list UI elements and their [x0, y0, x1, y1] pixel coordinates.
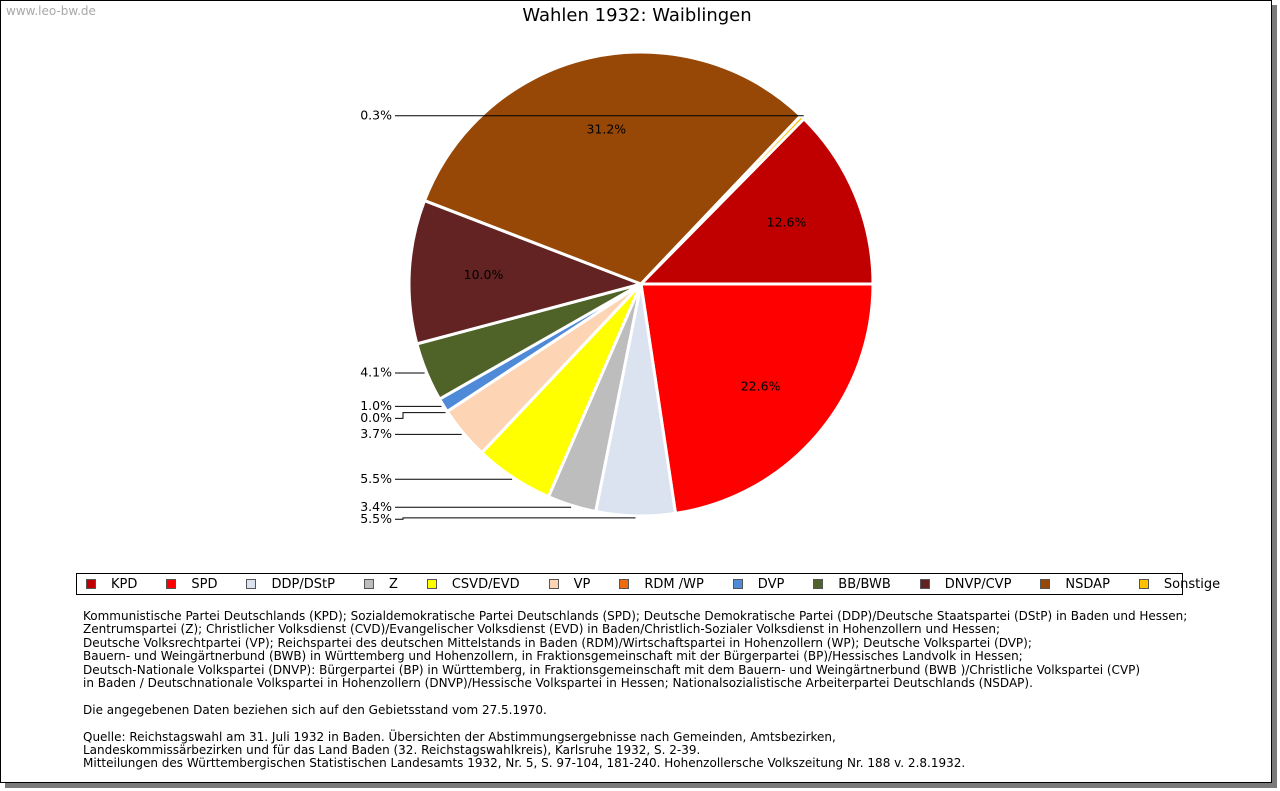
legend-item	[1139, 577, 1220, 592]
pie-data-label: 0.3%	[360, 107, 392, 123]
legend-item	[1040, 577, 1110, 592]
legend-item	[166, 577, 217, 592]
legend-swatch	[86, 579, 96, 589]
party-note-line: Kommunistische Partei Deutschlands (KPD); Sozialdemokratische Partei Deutschlands (SPD); Deutsche Demokratische Partei (DDP)/Deutsche Staatspartei (DStP) in Baden und Hessen;	[83, 609, 1188, 623]
pie-data-label: 5.5%	[360, 510, 392, 526]
party-notes	[83, 610, 1243, 690]
legend-label: KPD	[111, 576, 138, 592]
pie-leader-line	[395, 413, 446, 419]
legend-label: DNVP/CVP	[944, 576, 1012, 592]
legend-label: CSVD/EVD	[451, 576, 520, 592]
legend-label: VP	[573, 576, 591, 592]
legend-label: SPD	[191, 576, 218, 592]
territory-note: Die angegebenen Daten beziehen sich auf den Gebietsstand vom 27.5.1970.	[83, 702, 547, 717]
pie-data-label: 10.0%	[463, 267, 504, 283]
notes	[83, 610, 1243, 784]
legend-label: NSDAP	[1065, 576, 1110, 592]
pie-chart	[1, 1, 1273, 561]
party-note-line: in Baden / Deutschnationale Volkspartei in Hohenzollern (DNVP)/Hessische Volkspartei in Hessen; Nationalsozialistische Arbeiterpartei Deutschlands (NSDAP).	[83, 676, 1033, 691]
party-note-line: Deutsch-Nationale Volkspartei (DNVP): Bürgerpartei (BP) in Württemberg, in Fraktionsgemeinschaft mit dem Bauern- und Weingärtnerbund (BWB )/Christliche Volkspartei (CVP)	[83, 662, 1141, 677]
pie-leader-line	[395, 518, 636, 519]
legend-label: DVP	[757, 576, 785, 592]
legend-item	[619, 577, 703, 592]
legend-label: Z	[388, 576, 398, 592]
pie-slice-spd	[641, 284, 873, 513]
pie-data-label: 3.7%	[360, 425, 392, 441]
legend	[76, 573, 1221, 595]
pie-data-label: 5.5%	[360, 470, 392, 486]
legend-item	[813, 577, 890, 592]
pie-data-label: 12.6%	[766, 214, 807, 230]
legend-swatch	[1139, 579, 1149, 589]
pie-slices	[409, 52, 873, 516]
legend-swatch	[166, 579, 176, 589]
chart-title: Wahlen 1932: Waiblingen	[522, 5, 752, 26]
legend-item	[920, 577, 1012, 592]
legend-item	[733, 577, 785, 592]
party-note-line: Bauern- und Weingärtnerbund (BWB) in Württemberg und Hohenzollern, in Fraktionsgemeinschaft mit der Bürgerpartei (BP)/Hessisches Landvolk in Hessen;	[83, 649, 1023, 664]
legend-swatch	[364, 579, 374, 589]
legend-item	[364, 577, 398, 592]
legend-label: BB/BWB	[838, 576, 891, 592]
source-notes	[83, 731, 1243, 771]
legend-item	[86, 577, 137, 592]
legend-swatch	[427, 579, 437, 589]
legend-swatch	[733, 579, 743, 589]
pie-data-label: 0.0%	[360, 409, 392, 425]
pie-data-label: 1.0%	[360, 397, 392, 413]
source-line: Quelle: Reichstagswahl am 31. Juli 1932 in Baden. Übersichten der Abstimmungsergebnisse nach Gemeinden, Amtsbezirken,	[83, 729, 836, 744]
legend-swatch	[920, 579, 930, 589]
pie-data-label: 22.6%	[740, 378, 781, 394]
pie-data-label: 3.4%	[360, 498, 392, 514]
pie-data-label: 31.2%	[586, 121, 627, 137]
legend-swatch	[619, 579, 629, 589]
source-line: Landeskommissärbezirken und für das Land Baden (32. Reichstagswahlkreis), Karlsruhe 1932, S. 2-39.	[83, 743, 701, 758]
legend-swatch	[813, 579, 823, 589]
legend-label: DDP/DStP	[271, 576, 335, 592]
party-note-line: Deutsche Volksrechtpartei (VP); Reichspartei des deutschen Mittelstands in Baden (RDM)/Wirtschaftspartei in Hohenzollern (WP); Deutsche Volkspartei (DVP);	[83, 635, 1032, 650]
legend-swatch	[1040, 579, 1050, 589]
legend-swatch	[246, 579, 256, 589]
legend-item	[427, 577, 520, 592]
party-note-line: Zentrumspartei (Z); Christlicher Volksdienst (CVD)/Evangelischer Volksdienst (EVD) in Baden/Christlich-Sozialer Volksdienst in Hohenzollern und Hessen;	[83, 622, 1001, 637]
legend-item	[549, 577, 591, 592]
legend-swatch	[549, 579, 559, 589]
legend-label: RDM /WP	[644, 576, 704, 592]
source-line: Mitteilungen des Württembergischen Statistischen Landesamts 1932, Nr. 5, S. 97-104, 181-240. Hohenzollersche Volkszeitung Nr. 188 v. 2.8.1932.	[83, 756, 966, 771]
pie-data-label: 4.1%	[360, 364, 392, 380]
legend-item	[246, 577, 334, 592]
watermark: www.leo-bw.de	[6, 4, 96, 18]
legend-label: Sonstige	[1163, 576, 1221, 592]
